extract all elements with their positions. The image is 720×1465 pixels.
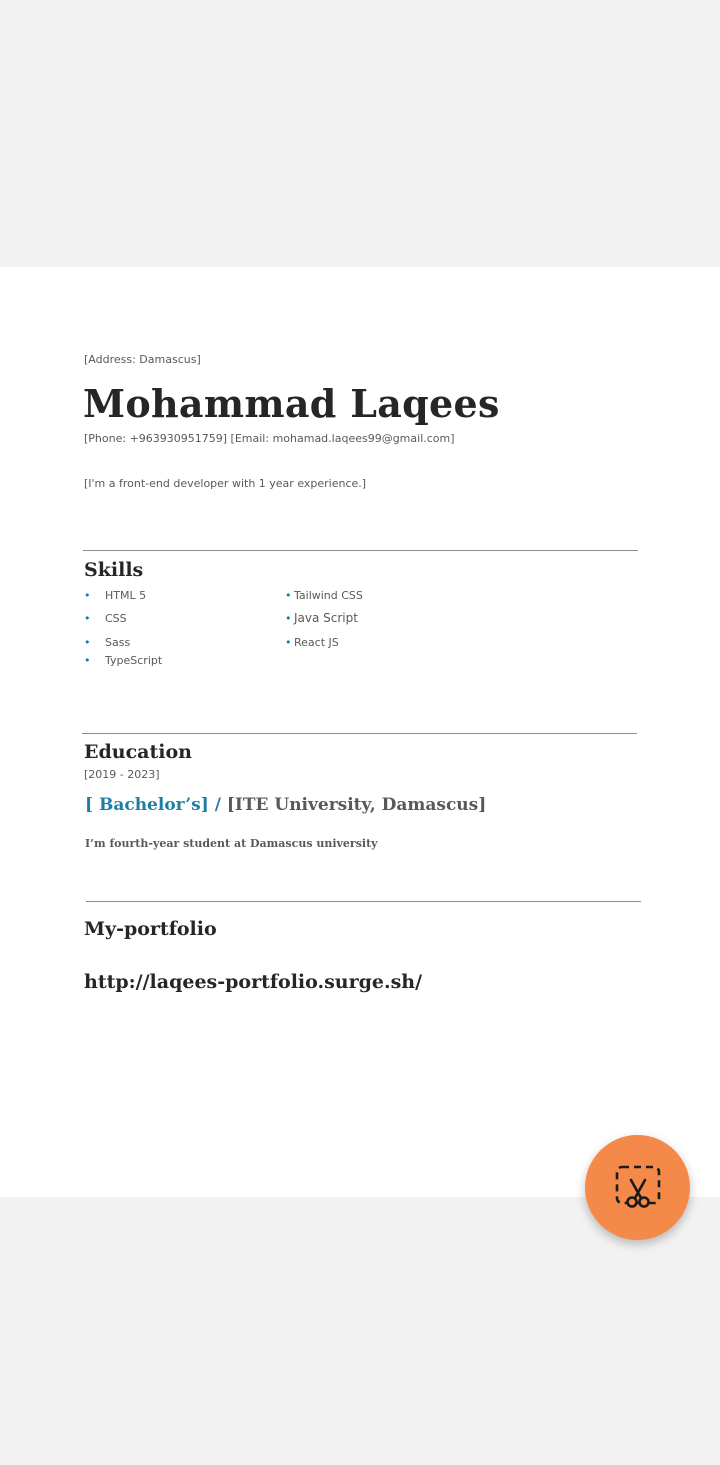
contact-info: [Phone: +963930951759] [Email: mohamad.laqees99@gmail.com] bbox=[84, 432, 455, 445]
skill-item: CSS bbox=[105, 612, 127, 625]
skill-item: Tailwind CSS bbox=[294, 589, 363, 602]
skill-item: Java Script bbox=[294, 611, 358, 625]
degree-line bbox=[85, 795, 486, 815]
skill-item: Sass bbox=[105, 636, 131, 649]
education-dates: [2019 - 2023] bbox=[84, 768, 160, 781]
education-heading: Education bbox=[84, 741, 192, 763]
bullet-icon: • bbox=[84, 654, 91, 667]
bullet-icon: • bbox=[285, 612, 292, 625]
divider bbox=[83, 550, 638, 551]
degree: [ Bachelor’s] / bbox=[85, 795, 221, 815]
screenshot-fab-button[interactable] bbox=[585, 1135, 690, 1240]
portfolio-heading: My-portfolio bbox=[84, 918, 217, 940]
skill-item: React JS bbox=[294, 636, 339, 649]
divider bbox=[86, 901, 641, 902]
bullet-icon: • bbox=[84, 589, 91, 602]
divider bbox=[82, 733, 637, 734]
bullet-icon: • bbox=[84, 612, 91, 625]
summary: [I'm a front-end developer with 1 year experience.] bbox=[84, 477, 367, 490]
school: [ITE University, Damascus] bbox=[220, 795, 487, 815]
skill-item: TypeScript bbox=[105, 654, 163, 667]
skill-item: HTML 5 bbox=[105, 589, 147, 602]
bullet-icon: • bbox=[285, 636, 292, 649]
full-name: Mohammad Laqees bbox=[83, 381, 500, 426]
bullet-icon: • bbox=[285, 589, 292, 602]
screenshot-scissors-icon bbox=[614, 1164, 662, 1212]
skills-heading: Skills bbox=[84, 559, 144, 581]
education-description: I’m fourth-year student at Damascus university bbox=[85, 837, 378, 850]
resume-page bbox=[0, 267, 720, 1197]
bullet-icon: • bbox=[84, 636, 91, 649]
address: [Address: Damascus] bbox=[84, 353, 201, 366]
portfolio-link[interactable]: http://laqees-portfolio.surge.sh/ bbox=[84, 971, 423, 993]
